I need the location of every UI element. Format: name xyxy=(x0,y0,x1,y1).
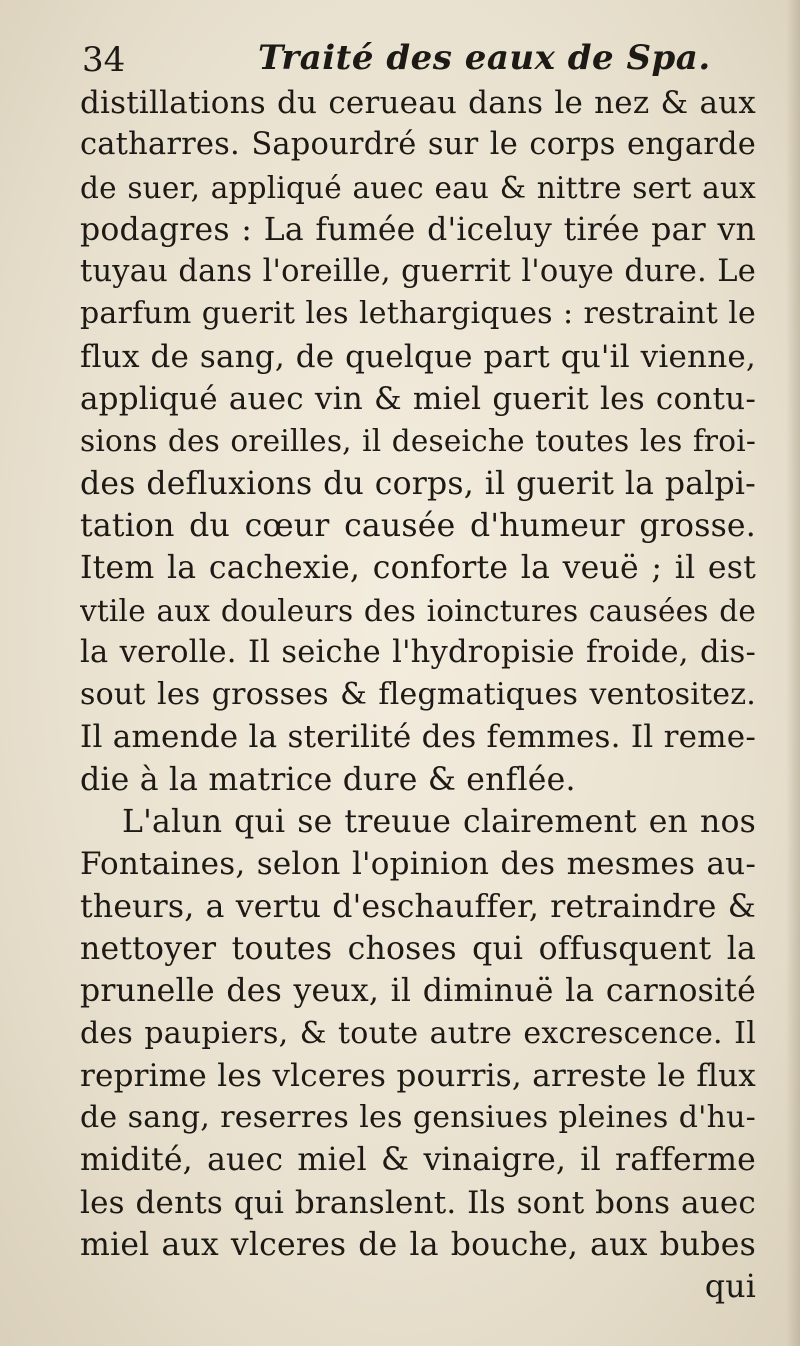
text-line: vtile aux douleurs des ioinctures causées de xyxy=(80,593,756,628)
text-line: Fontaines, selon l'opinion des mesmes au- xyxy=(80,846,756,883)
text-line: nettoyer toutes choses qui offusquent la xyxy=(80,930,756,967)
paragraph-start-line: L'alun qui se treuue clairement en nos xyxy=(122,804,756,841)
text-line: tuyau dans l'oreille, guerrit l'ouye dure. Le xyxy=(80,254,756,290)
body-text xyxy=(80,82,756,1309)
text-line: parfum guerit les lethargiques : restraint le xyxy=(80,296,756,332)
catchword: qui xyxy=(704,1269,756,1306)
text-line: des paupiers, & toute autre excrescence. Il xyxy=(80,1015,756,1051)
text-line: flux de sang, de quelque part qu'il vienne, xyxy=(80,338,756,375)
running-title: Traité des eaux de Spa. xyxy=(258,38,711,78)
text-line: midité, auec miel & vinaigre, il rafferme xyxy=(80,1142,756,1179)
text-line: les dents qui branslent. Ils sont bons auec xyxy=(80,1184,756,1221)
page-header xyxy=(82,36,782,86)
text-line: des defluxions du corps, il guerit la palpi- xyxy=(80,465,756,502)
text-line: podagres : La fumée d'iceluy tirée par vn xyxy=(80,211,756,248)
text-line: miel aux vlceres de la bouche, aux bubes xyxy=(80,1227,756,1264)
text-line: distillations du cerueau dans le nez & aux xyxy=(80,85,756,121)
text-line: reprime les vlceres pourris, arreste le flux xyxy=(80,1057,756,1094)
text-line: Item la cachexie, conforte la veuë ; il est xyxy=(80,550,756,587)
text-line: appliqué auec vin & miel guerit les contu- xyxy=(80,381,756,418)
page-gutter xyxy=(786,0,800,1346)
text-line: die à la matrice dure & enflée. xyxy=(80,761,576,798)
text-line: tation du cœur causée d'humeur grosse. xyxy=(80,507,756,544)
text-line: de sang, reserres les gensiues pleines d'hu- xyxy=(80,1100,756,1136)
text-line: de suer, appliqué auec eau & nittre sert aux xyxy=(80,170,756,205)
text-line: prunelle des yeux, il diminuë la carnosité xyxy=(80,973,756,1010)
page-number: 34 xyxy=(82,40,126,80)
text-line: Il amende la sterilité des femmes. Il reme- xyxy=(80,719,756,756)
text-line: sout les grosses & flegmatiques ventositez. xyxy=(80,677,756,713)
text-line: theurs, a vertu d'eschauffer, retraindre & xyxy=(80,888,756,925)
text-line: sions des oreilles, il deseiche toutes les froi- xyxy=(80,424,756,459)
text-line: catharres. Sapourdré sur le corps engarde xyxy=(80,127,756,163)
text-line: la verolle. Il seiche l'hydropisie froide, dis- xyxy=(80,634,756,670)
